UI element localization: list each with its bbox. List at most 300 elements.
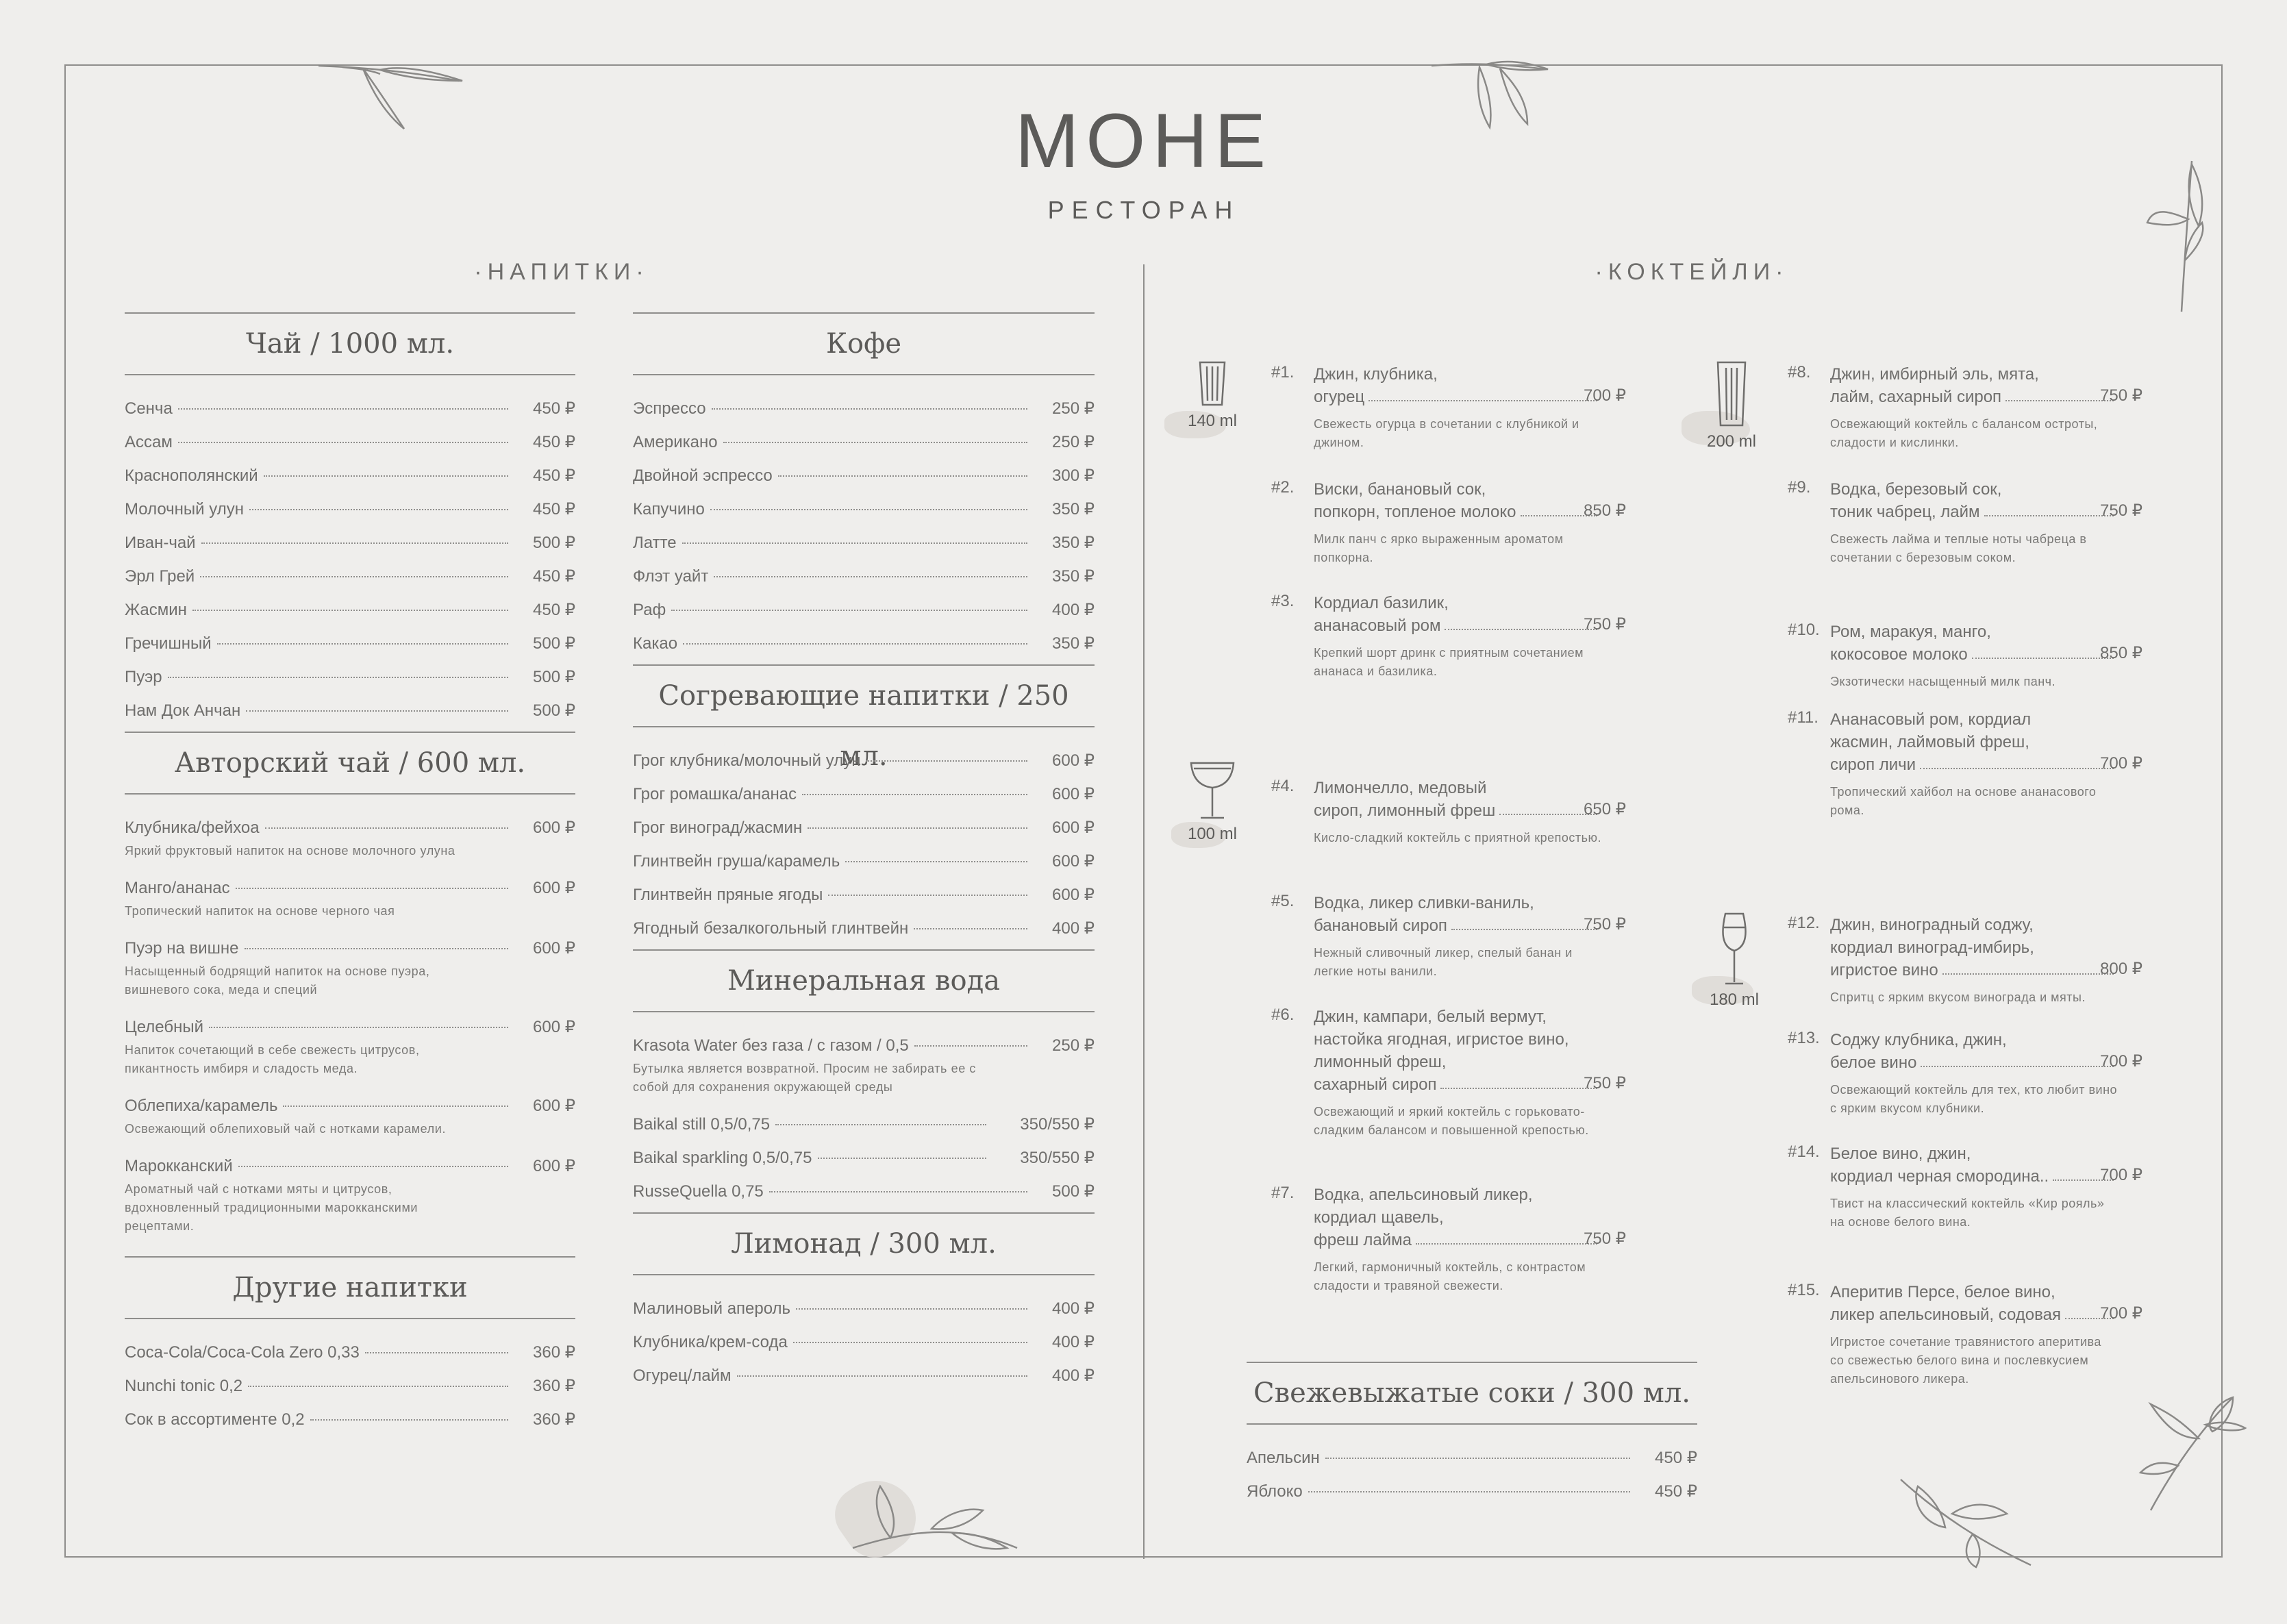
item-price: 450 ₽	[533, 567, 575, 586]
item-name: Клубника/крем-сода	[633, 1333, 788, 1351]
drinks-column-1	[125, 312, 575, 1436]
item-price: 350/550 ₽	[1020, 1115, 1095, 1134]
dot-leader	[769, 1191, 1027, 1192]
cocktail-ingredients	[1314, 1051, 1601, 1073]
item-name: Ягодный безалкогольный глинтвейн	[633, 919, 909, 938]
glass-volume: 180 ml	[1709, 990, 1760, 1009]
cocktail-number: #7.	[1271, 1184, 1295, 1202]
cocktail-ingredients	[1314, 777, 1601, 799]
menu-item	[125, 1149, 575, 1183]
cocktail-price: 750 ₽	[2100, 386, 2142, 405]
cocktail-ingredients	[1830, 643, 2118, 666]
ingredients-text: кордиал щавель,	[1314, 1208, 1444, 1227]
menu-item	[125, 1336, 575, 1369]
menu-item	[125, 811, 575, 845]
item-name: Целебный	[125, 1018, 204, 1036]
item-name: Глинтвейн груша/карамель	[633, 852, 840, 871]
cocktail-ingredients	[1314, 1206, 1601, 1229]
item-name: Baikal still 0,5/0,75	[633, 1115, 771, 1134]
collins-glass-icon	[1715, 360, 1748, 428]
ingredients-text: игристое вино	[1830, 961, 1938, 979]
dot-leader	[778, 475, 1027, 477]
dot-leader	[714, 576, 1027, 577]
ingredients-text: кокосовое молоко	[1830, 645, 1968, 664]
cocktail-ingredients	[1314, 478, 1601, 501]
item-price: 450 ₽	[533, 466, 575, 485]
category-title: Чай / 1000 мл.	[125, 312, 575, 375]
cocktail-price: 750 ₽	[1584, 1074, 1626, 1092]
cocktail-price: 750 ₽	[1584, 1229, 1626, 1248]
ingredients-text: настойка ягодная, игристое вино,	[1314, 1030, 1569, 1049]
item-price: 450 ₽	[533, 399, 575, 418]
dot-leader	[682, 542, 1027, 544]
cocktail-price: 650 ₽	[1584, 800, 1626, 819]
cocktail-number: #5.	[1271, 892, 1295, 910]
cocktail-number: #15.	[1788, 1281, 1820, 1299]
menu-item	[633, 492, 1095, 526]
cocktail-number: #11.	[1788, 708, 1819, 727]
cocktail-ingredients	[1830, 1281, 2118, 1303]
glass-100	[1171, 759, 1253, 844]
menu-item	[633, 1175, 1095, 1208]
item-price: 450 ₽	[1655, 1449, 1697, 1467]
item-price: 600 ₽	[1052, 819, 1095, 837]
item-name: Апельсин	[1247, 1449, 1320, 1467]
item-price: 500 ₽	[533, 534, 575, 552]
menu-item	[125, 560, 575, 593]
category-title: Авторский чай / 600 мл.	[125, 732, 575, 795]
dot-leader	[1499, 799, 1597, 815]
cocktail-price: 700 ₽	[1584, 386, 1626, 405]
cocktail-description: Свежесть лайма и теплые ноты чабреца в сочетании с березовым соком.	[1830, 532, 2087, 564]
drinks-column-2	[633, 312, 1095, 1392]
item-name: Сок в ассортименте 0,2	[125, 1410, 305, 1429]
ingredients-text: фреш лайма	[1314, 1231, 1412, 1249]
dot-leader	[265, 827, 508, 829]
cocktail-ingredients	[1314, 1005, 1601, 1028]
ingredients-text: банановый сироп	[1314, 916, 1447, 935]
cocktail-ingredients	[1314, 363, 1601, 386]
item-name: Манго/ананас	[125, 879, 230, 897]
ingredients-text: Ром, маракуя, манго,	[1830, 623, 1991, 641]
menu-item	[125, 392, 575, 425]
item-price: 600 ₽	[533, 939, 575, 958]
item-name: Пуэр	[125, 668, 162, 686]
ingredients-text: Джин, виноградный соджу,	[1830, 916, 2034, 934]
menu-item	[1247, 1441, 1697, 1475]
cocktail-ingredients	[1314, 1073, 1601, 1096]
item-name: Нам Док Анчан	[125, 701, 241, 720]
dot-leader	[683, 643, 1027, 645]
item-price: 400 ₽	[1052, 1366, 1095, 1385]
item-price: 600 ₽	[533, 1018, 575, 1036]
menu-item	[633, 912, 1095, 945]
item-name: Молочный улун	[125, 500, 244, 519]
dot-leader	[818, 1158, 987, 1159]
ingredients-text: кордиал виноград-имбирь,	[1830, 938, 2034, 957]
item-price: 600 ₽	[1052, 785, 1095, 803]
menu-item	[633, 1325, 1095, 1359]
cocktail-number: #1.	[1271, 363, 1295, 382]
dot-leader	[1984, 501, 2114, 516]
cocktail-number: #10.	[1788, 621, 1820, 639]
dot-leader	[796, 1308, 1027, 1310]
dot-leader	[209, 1027, 508, 1028]
item-price: 450 ₽	[533, 433, 575, 451]
ingredients-text: попкорн, топленое молоко	[1314, 503, 1516, 521]
ingredients-text: Джин, кампари, белый вермут,	[1314, 1008, 1547, 1026]
dot-leader	[828, 895, 1027, 896]
cocktail-ingredients	[1314, 799, 1601, 822]
item-price: 400 ₽	[1052, 1333, 1095, 1351]
item-description: Насыщенный бодрящий напиток на основе пуэра, вишневого сока, меда и специй	[125, 964, 430, 997]
cocktail-number: #12.	[1788, 914, 1820, 932]
item-name: Огурец/лайм	[633, 1366, 732, 1385]
menu-item	[125, 425, 575, 459]
ingredients-text: огурец	[1314, 388, 1365, 406]
dot-leader	[246, 710, 508, 712]
item-price: 600 ₽	[533, 819, 575, 837]
cocktail-ingredients	[1830, 731, 2118, 753]
dot-leader	[710, 509, 1027, 510]
menu-item	[1247, 1475, 1697, 1508]
dot-leader	[712, 408, 1027, 410]
ingredients-text: ананасовый ром	[1314, 616, 1441, 635]
cocktail-price: 750 ₽	[1584, 615, 1626, 634]
ingredients-text: Аперитив Персе, белое вино,	[1830, 1283, 2055, 1301]
dot-leader	[737, 1375, 1027, 1377]
category-title: Согревающие напитки / 250 мл.	[633, 664, 1095, 727]
cocktail-ingredients	[1830, 1303, 2118, 1326]
item-name: Coca-Cola/Coca-Cola Zero 0,33	[125, 1343, 360, 1362]
menu-item	[633, 1359, 1095, 1392]
item-price: 450 ₽	[1655, 1482, 1697, 1501]
cocktail-number: #8.	[1788, 363, 1811, 382]
item-name: Эрл Грей	[125, 567, 195, 586]
menu-item	[633, 526, 1095, 560]
cocktail-ingredients	[1314, 892, 1601, 914]
category-title: Другие напитки	[125, 1256, 575, 1319]
menu-item	[125, 627, 575, 660]
item-price: 400 ₽	[1052, 919, 1095, 938]
cocktail-ingredients	[1830, 1142, 2118, 1165]
cocktail-price: 700 ₽	[2100, 1166, 2142, 1184]
cocktail-description: Освежающий и яркий коктейль с горьковато-сладким балансом и повышенной крепостью.	[1314, 1105, 1589, 1137]
glass-180	[1693, 911, 1775, 1010]
dot-leader	[914, 928, 1027, 929]
dot-leader	[192, 610, 508, 611]
ingredients-text: ликер апельсиновый, содовая	[1830, 1306, 2061, 1324]
item-price: 450 ₽	[533, 500, 575, 519]
dot-leader	[217, 643, 508, 645]
cocktail-price: 750 ₽	[2100, 501, 2142, 520]
item-name: Грог ромашка/ананас	[633, 785, 797, 803]
cocktail-description: Нежный сливочный ликер, спелый банан и легкие ноты ванили.	[1314, 946, 1573, 978]
menu-item	[125, 1369, 575, 1403]
item-name: Иван-чай	[125, 534, 196, 552]
dot-leader	[178, 442, 508, 443]
menu-item	[633, 425, 1095, 459]
cocktail-ingredients	[1314, 914, 1601, 937]
item-price: 250 ₽	[1052, 433, 1095, 451]
item-name: Какао	[633, 634, 678, 653]
menu-item	[633, 878, 1095, 912]
cocktail-number: #13.	[1788, 1029, 1820, 1047]
item-price: 500 ₽	[1052, 1182, 1095, 1201]
dot-leader	[310, 1419, 508, 1421]
leaf-sprig-icon	[1897, 1473, 2034, 1569]
dot-leader	[283, 1105, 508, 1107]
item-name: Сенча	[125, 399, 173, 418]
item-name: Краснополянский	[125, 466, 258, 485]
item-price: 500 ₽	[533, 701, 575, 720]
glass-volume: 140 ml	[1187, 412, 1238, 430]
dot-leader	[201, 542, 508, 544]
juices-block	[1247, 1362, 1697, 1508]
item-price: 600 ₽	[1052, 852, 1095, 871]
item-price: 350 ₽	[1052, 534, 1095, 552]
leaf-sprig-icon	[2137, 158, 2212, 315]
item-description: Бутылка является возвратной. Просим не забирать ее с собой для сохранения окружающей среды	[633, 1062, 977, 1094]
item-price: 360 ₽	[533, 1410, 575, 1429]
cocktail-number: #14.	[1788, 1142, 1820, 1161]
dot-leader	[236, 888, 508, 889]
highball-glass-icon	[1197, 360, 1227, 408]
menu-item	[633, 1108, 1095, 1141]
menu-item	[633, 845, 1095, 878]
item-price: 350 ₽	[1052, 634, 1095, 653]
leaf-sprig-icon	[2137, 1390, 2247, 1514]
ingredients-text: Лимончелло, медовый	[1314, 779, 1487, 797]
item-name: Американо	[633, 433, 718, 451]
coupe-glass-icon	[1188, 759, 1236, 821]
cocktail-price: 700 ₽	[2100, 1052, 2142, 1071]
dot-leader	[365, 1352, 508, 1353]
cocktail-number: #9.	[1788, 478, 1811, 497]
dot-leader	[1416, 1229, 1597, 1245]
cocktail-ingredients	[1830, 1029, 2118, 1051]
cocktail-description: Освежающий коктейль для тех, кто любит вино с ярким вкусом клубники.	[1830, 1083, 2118, 1115]
dot-leader	[2005, 386, 2114, 401]
dot-leader	[1942, 959, 2114, 975]
cocktail-description: Милк панч с ярко выраженным ароматом попкорна.	[1314, 532, 1564, 564]
item-name: Krasota Water без газа / с газом / 0,5	[633, 1036, 909, 1055]
dot-leader	[1920, 753, 2114, 769]
item-price: 600 ₽	[533, 1097, 575, 1115]
item-name: Клубника/фейхоа	[125, 819, 260, 837]
item-price: 500 ₽	[533, 634, 575, 653]
cocktail-ingredients	[1830, 753, 2118, 776]
dot-leader	[1921, 1051, 2114, 1067]
section-title-cocktails: ·КОКТЕЙЛИ·	[1595, 259, 1789, 285]
cocktail-ingredients	[1314, 501, 1601, 523]
menu-item	[125, 1010, 575, 1044]
ingredients-text: сахарный сироп	[1314, 1075, 1437, 1094]
ingredients-text: Джин, имбирный эль, мята,	[1830, 365, 2039, 384]
menu-item	[633, 560, 1095, 593]
cocktail-ingredients	[1314, 592, 1601, 614]
cocktail-number: #3.	[1271, 592, 1295, 610]
section-title-drinks: ·НАПИТКИ·	[474, 259, 649, 285]
cocktail-price: 850 ₽	[1584, 501, 1626, 520]
cocktail-description: Экзотически насыщенный милк панч.	[1830, 675, 2056, 688]
item-price: 300 ₽	[1052, 466, 1095, 485]
item-price: 600 ₽	[1052, 751, 1095, 770]
menu-item	[125, 1089, 575, 1123]
menu-item	[125, 492, 575, 526]
cocktail-ingredients	[1830, 478, 2118, 501]
wine-glass-icon	[1717, 911, 1751, 986]
item-price: 400 ₽	[1052, 1299, 1095, 1318]
dot-leader	[866, 760, 1027, 762]
dot-leader	[793, 1342, 1027, 1343]
cocktail-ingredients	[1830, 1051, 2118, 1074]
cocktail-ingredients	[1830, 363, 2118, 386]
item-name: Латте	[633, 534, 677, 552]
cocktail-description: Освежающий коктейль с балансом остроты, сладости и кислинки.	[1830, 417, 2098, 449]
cocktail-description: Кисло-сладкий коктейль с приятной крепостью.	[1314, 831, 1601, 845]
menu-item	[125, 660, 575, 694]
ingredients-text: лайм, сахарный сироп	[1830, 388, 2002, 406]
menu-item	[125, 526, 575, 560]
dot-leader	[168, 677, 508, 678]
dot-leader	[238, 1166, 508, 1167]
item-name: Жасмин	[125, 601, 187, 619]
item-price: 250 ₽	[1052, 1036, 1095, 1055]
leaf-sprig-icon	[849, 1479, 1021, 1562]
item-name: Яблоко	[1247, 1482, 1303, 1501]
ingredients-text: лимонный фреш,	[1314, 1053, 1447, 1071]
ingredients-text: Виски, банановый сок,	[1314, 480, 1486, 499]
cocktail-number: #2.	[1271, 478, 1295, 497]
ingredients-text: кордиал черная смородина..	[1830, 1167, 2049, 1186]
dot-leader	[914, 1045, 1027, 1047]
item-price: 400 ₽	[1052, 601, 1095, 619]
cocktail-ingredients	[1314, 1028, 1601, 1051]
item-description: Напиток сочетающий в себе свежесть цитрусов, пикантность имбиря и сладость меда.	[125, 1043, 420, 1075]
glass-volume: 100 ml	[1187, 825, 1238, 843]
category-title: Кофе	[633, 312, 1095, 375]
cocktail-ingredients	[1830, 936, 2118, 959]
leaf-sprig-icon	[1425, 59, 1562, 134]
ingredients-text: Водка, ликер сливки-ваниль,	[1314, 894, 1534, 912]
item-price: 450 ₽	[533, 601, 575, 619]
item-price: 350 ₽	[1052, 567, 1095, 586]
ingredients-text: Джин, клубника,	[1314, 365, 1438, 384]
dot-leader	[775, 1124, 986, 1125]
ingredients-text: белое вино	[1830, 1053, 1917, 1072]
menu-item	[125, 871, 575, 905]
cocktail-ingredients	[1830, 914, 2118, 936]
ingredients-text: сироп личи	[1830, 755, 1916, 774]
dot-leader	[1325, 1458, 1630, 1459]
menu-item	[125, 593, 575, 627]
item-price: 360 ₽	[533, 1377, 575, 1395]
glass-200	[1690, 360, 1773, 451]
dot-leader	[248, 1386, 508, 1387]
glass-volume: 200 ml	[1706, 432, 1757, 451]
cocktail-ingredients	[1314, 1229, 1601, 1251]
glass-140	[1171, 360, 1253, 431]
item-name: Марокканский	[125, 1157, 233, 1175]
dot-leader	[808, 827, 1027, 829]
item-name: Малиновый апероль	[633, 1299, 791, 1318]
dot-leader	[1369, 386, 1597, 401]
item-description: Тропический напиток на основе черного чая	[125, 904, 395, 918]
dot-leader	[264, 475, 508, 477]
cocktail-description: Свежесть огурца в сочетании с клубникой и джином.	[1314, 417, 1579, 449]
cocktail-price: 850 ₽	[2100, 644, 2142, 662]
category-title: Лимонад / 300 мл.	[633, 1212, 1095, 1275]
item-price: 360 ₽	[533, 1343, 575, 1362]
cocktail-description: Спритц с ярким вкусом винограда и мяты.	[1830, 990, 2086, 1004]
item-name: Nunchi tonic 0,2	[125, 1377, 243, 1395]
item-description: Яркий фруктовый напиток на основе молочного улуна	[125, 844, 455, 858]
menu-item	[633, 392, 1095, 425]
cocktail-price: 700 ₽	[2100, 754, 2142, 773]
cocktail-ingredients	[1314, 386, 1601, 408]
cocktail-description: Крепкий шорт дринк с приятным сочетанием ананаса и базилика.	[1314, 646, 1584, 678]
item-name: Грог клубника/молочный улун	[633, 751, 861, 770]
item-name: Двойной эспрессо	[633, 466, 773, 485]
cocktail-price: 800 ₽	[2100, 960, 2142, 978]
dot-leader	[723, 442, 1027, 443]
dot-leader	[200, 576, 508, 577]
menu-item	[633, 627, 1095, 660]
cocktail-ingredients	[1830, 959, 2118, 982]
dot-leader	[1451, 914, 1597, 930]
menu-item	[125, 694, 575, 727]
dot-leader	[1440, 1073, 1597, 1089]
ingredients-text: Ананасовый ром, кордиал	[1830, 710, 2032, 729]
cocktail-ingredients	[1830, 621, 2118, 643]
item-name: Капучино	[633, 500, 705, 519]
cocktail-ingredients	[1314, 1184, 1601, 1206]
item-name: Облепиха/карамель	[125, 1097, 278, 1115]
cocktail-number: #6.	[1271, 1005, 1295, 1024]
ingredients-text: Кордиал базилик,	[1314, 594, 1449, 612]
cocktail-ingredients	[1830, 386, 2118, 408]
brand-subtitle: РЕСТОРАН	[1047, 196, 1240, 224]
brand-name: МОНЕ	[1015, 98, 1273, 184]
leaf-sprig-icon	[315, 60, 473, 136]
dot-leader	[245, 948, 508, 949]
item-description: Освежающий облепиховый чай с нотками карамели.	[125, 1122, 447, 1136]
cocktail-price: 750 ₽	[1584, 915, 1626, 934]
column-divider	[1143, 264, 1145, 1559]
cocktail-description: Твист на классический коктейль «Кир рояль» на основе белого вина.	[1830, 1197, 2105, 1229]
menu-item	[633, 1141, 1095, 1175]
category-title: Свежевыжатые соки / 300 мл.	[1247, 1362, 1697, 1425]
item-name: Ассам	[125, 433, 173, 451]
ingredients-text: сироп, лимонный фреш	[1314, 801, 1496, 820]
item-price: 350 ₽	[1052, 500, 1095, 519]
ingredients-text: тоник чабрец, лайм	[1830, 503, 1980, 521]
ingredients-text: жасмин, лаймовый фреш,	[1830, 733, 2029, 751]
dot-leader	[1972, 643, 2114, 659]
item-name: Baikal sparkling 0,5/0,75	[633, 1149, 812, 1167]
cocktail-ingredients	[1830, 501, 2118, 523]
item-name: Раф	[633, 601, 666, 619]
item-price: 350/550 ₽	[1020, 1149, 1095, 1167]
cocktail-price: 700 ₽	[2100, 1304, 2142, 1323]
item-name: Пуэр на вишне	[125, 939, 239, 958]
menu-item	[633, 593, 1095, 627]
dot-leader	[178, 408, 508, 410]
dot-leader	[1445, 614, 1597, 630]
cocktail-description: Игристое сочетание травянистого аперитива со свежестью белого вина и послевкусием апельсинового ликера.	[1830, 1335, 2101, 1386]
dot-leader	[249, 509, 508, 510]
